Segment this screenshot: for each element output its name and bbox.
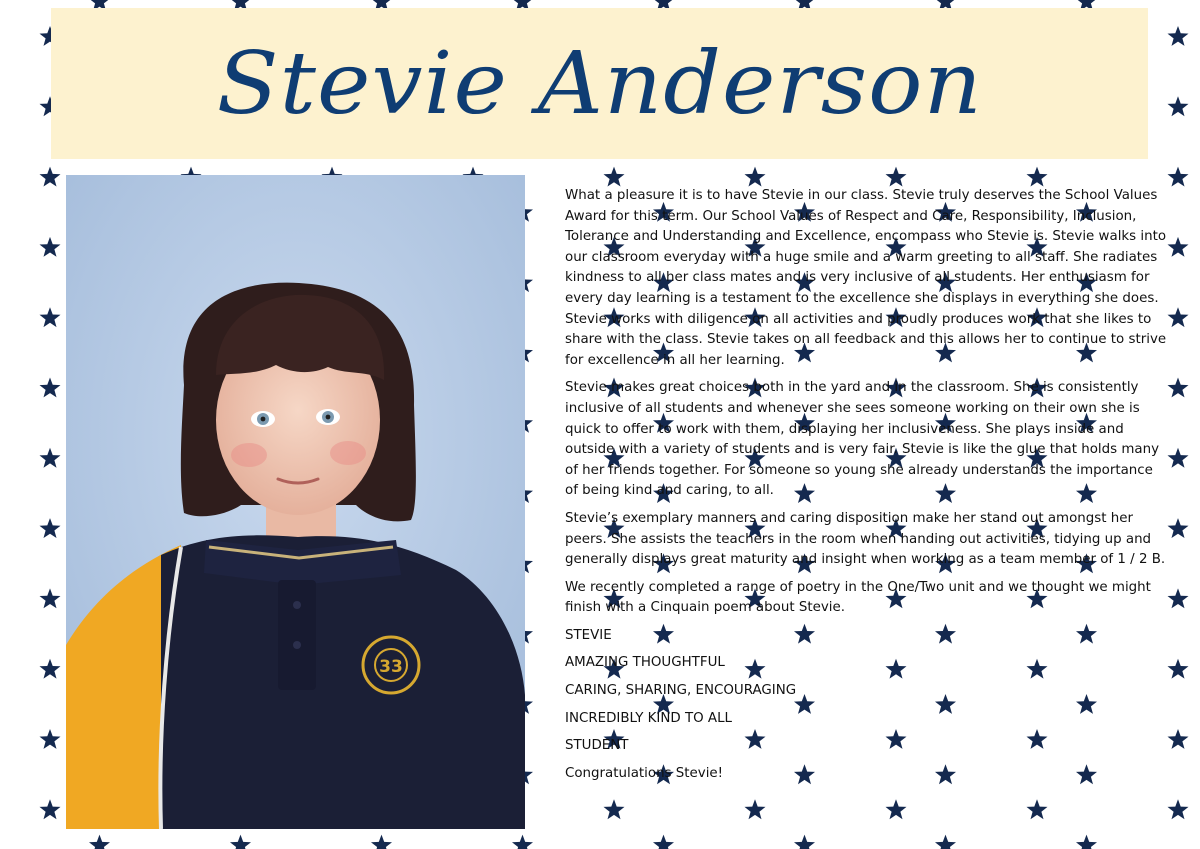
poem-line-2: AMAZING THOUGHTFUL (565, 655, 725, 671)
star-icon (40, 518, 61, 538)
star-icon (1168, 448, 1189, 468)
star-icon (40, 799, 61, 819)
star-icon (40, 588, 61, 608)
star-icon (40, 167, 61, 187)
star-icon (1076, 835, 1097, 849)
star-icon (230, 835, 251, 849)
star-icon (1168, 729, 1189, 749)
star-icon (886, 799, 907, 819)
star-icon (371, 835, 392, 849)
poem-line-4: INCREDIBLY KIND TO ALL (565, 710, 733, 726)
poem-line-3: CARING, SHARING, ENCOURAGING (565, 683, 797, 699)
star-icon (1168, 26, 1189, 46)
star-icon (886, 167, 907, 187)
star-icon (745, 799, 766, 819)
star-icon (40, 237, 61, 257)
star-icon (1168, 307, 1189, 327)
star-icon (40, 378, 61, 398)
star-icon (40, 307, 61, 327)
star-icon (604, 799, 625, 819)
star-icon (1168, 799, 1189, 819)
star-icon (512, 835, 533, 849)
star-icon (40, 729, 61, 749)
star-icon (1168, 378, 1189, 398)
paragraph-3: Stevie’s exemplary manners and caring disposition make her stand out amongst her peers. She assists the teachers in the room when handing out activities, tidying up and generally displays great maturity and insight when working as a team member of 1 / 2 B. (565, 510, 1166, 568)
poem-line-1: STEVIE (565, 627, 612, 643)
crest-number: 33 (379, 657, 403, 677)
paragraph-2: Stevie makes great choices both in the yard and in the classroom. She is consistently inclusive of all students and whenever she sees someone working on their own she is quick to offer to work with them, displaying her inclusiveness. She plays inside and outside with a variety of students and is very fair. Stevie is like the glue that holds many of her friends together. For someone so young she already understands the importance of being kind and caring, to all. (565, 380, 1160, 499)
star-icon (794, 835, 815, 849)
paragraph-4: We recently completed a range of poetry in the One/Two unit and we thought we might finish with a Cinquain poem about Stevie. (565, 579, 1151, 616)
star-icon (745, 167, 766, 187)
star-icon (1168, 167, 1189, 187)
closing-line: Congratulations Stevie! (565, 765, 724, 781)
star-icon (40, 659, 61, 679)
star-icon (1027, 167, 1048, 187)
student-photo (66, 175, 525, 829)
award-text (565, 186, 1170, 791)
star-icon (40, 448, 61, 468)
star-icon (89, 835, 110, 849)
star-icon (604, 167, 625, 187)
star-icon (653, 835, 674, 849)
page-title: Stevie Anderson (216, 33, 983, 134)
paragraph-1: What a pleasure it is to have Stevie in our class. Stevie truly deserves the School Values Award for this term. Our School Values of Respect and Care, Responsibility, Inclusion, Tolerance and Understanding and Excellence, encompass who Stevie is. Stevie walks into our classroom everyday with a huge smile and a warm greeting to all staff. She radiates kindness to all her class mates and is very inclusive of all students. Her enthusiasm for every day learning is a testament to the excellence she displays in everything she does. Stevie works with diligence on all activities and proudly produces work that she likes to share with the class. Stevie takes on all feedback and this allows her to continue to strive for excellence in all her learning. (565, 188, 1167, 368)
star-icon (1168, 518, 1189, 538)
star-icon (1027, 799, 1048, 819)
star-icon (1168, 659, 1189, 679)
poem-line-5: STUDENT (565, 738, 629, 754)
star-icon (1168, 588, 1189, 608)
star-icon (1168, 237, 1189, 257)
title-banner (51, 8, 1148, 159)
star-icon (1168, 96, 1189, 116)
star-icon (935, 835, 956, 849)
